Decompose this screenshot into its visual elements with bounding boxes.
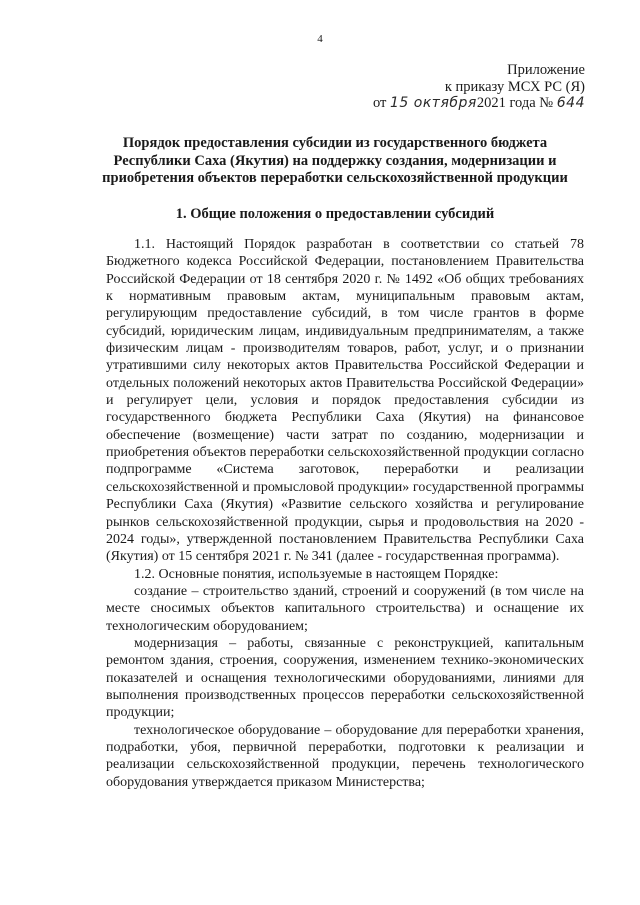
appendix-header xyxy=(285,62,585,112)
appendix-order-ref: к приказу МСХ РС (Я) xyxy=(444,78,585,95)
appendix-date-prefix: от xyxy=(372,95,387,111)
paragraph-1-1: 1.1. Настоящий Порядок разработан в соответствии со статьей 78 Бюджетного кодекса Российской Федерации, постановлением Правительства Российской Федерации от 18 сентября 2020 г. № 1492 «Об общих требованиях к нормативным правовым актам, муниципальным правовым актам, регулирующим предоставление субсидий, в том числе грантов в форме субсидий, юридическим лицам, индивидуальным предпринимателям, а также физическим лицам - производителям товаров, работ, услуг, и о признании утратившими силу некоторых актов Правительства Российской Федерации и отдельных положений некоторых актов Правительства Российской Федерации» и регулирует цели, условия и порядок предоставления субсидии из государственного бюджета Республики Саха (Якутия) на финансовое обеспечение (возмещение) части затрат по созданию, модернизации и приобретения объектов переработки сельскохозяйственной продукции согласно подпрограмме «Система заготовок, переработки и реализации сельскохозяйственной и промысловой продукции» государственной программы Республики Саха (Якутия) «Развитие сельского хозяйства и регулирование рынков сельскохозяйственной продукции, сырья и продовольствия на 2020 - 2024 годы», утвержденной постановлением Правительства Республики Саха (Якутия) от 15 сентября 2021 г. № 341 (далее - государственная программа). xyxy=(106,237,584,565)
definition-equipment: технологическое оборудование – оборудование для переработки хранения, подработки, убоя, первичной переработки, подготовки к реализации и реализации сельскохозяйственной продукции, перечень технологического оборудования утверждается приказом Министерства; xyxy=(106,722,584,790)
section-title: 1. Общие положения о предоставлении субсидий xyxy=(175,206,495,222)
appendix-date-line xyxy=(285,95,585,112)
document-body xyxy=(106,236,584,791)
appendix-label: Приложение xyxy=(507,62,585,78)
document-title: Порядок предоставления субсидии из государственного бюджета Республики Саха (Якутия) на поддержку создания, модернизации и приобретения объектов переработки сельскохозяйственной продукции xyxy=(102,135,568,186)
definition-creation: создание – строительство зданий, строений и сооружений (в том числе на месте сносимых объектов капитального строительства) и оснащение их технологическим оборудованием; xyxy=(106,583,584,634)
appendix-handwritten-date: 15 октября xyxy=(390,95,477,111)
appendix-handwritten-number: 644 xyxy=(556,95,585,111)
paragraph-1-2: 1.2. Основные понятия, используемые в настоящем Порядке: xyxy=(134,566,499,582)
appendix-year-text: 2021 года № xyxy=(476,95,554,111)
page-number: 4 xyxy=(317,33,323,45)
definition-modernization: модернизация – работы, связанные с реконструкцией, капитальным ремонтом здания, строения, сооружения, изменением технико-экономических показателей и оснащения технологическими оборудованиями, линиями для выполнения производственных процессов переработки сельскохозяйственной продукции; xyxy=(106,635,584,721)
